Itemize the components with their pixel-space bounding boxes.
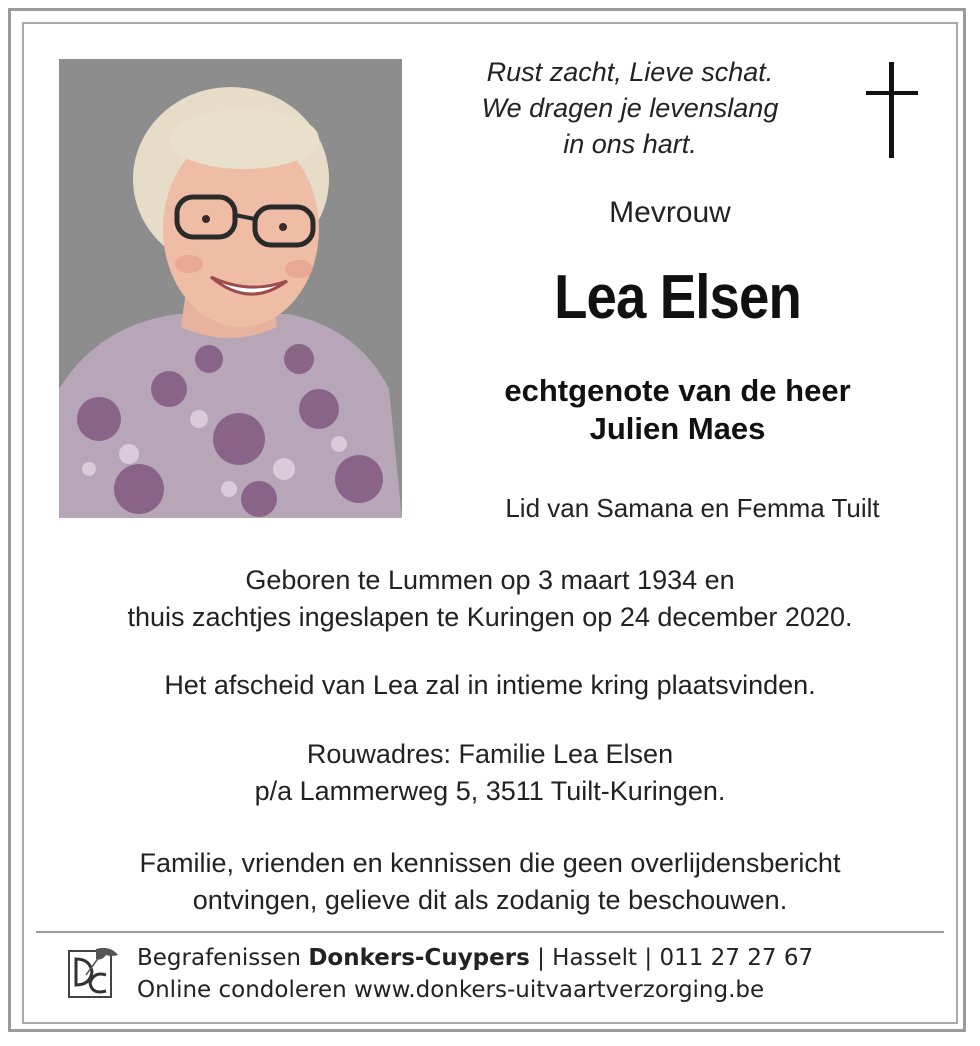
- mourning-address: [40, 736, 940, 810]
- cross-icon: [862, 62, 922, 165]
- portrait-photo: [59, 59, 402, 518]
- notice-line: Familie, vrienden en kennissen die geen overlijdensbericht: [139, 848, 841, 878]
- verse-line: Rust zacht, Lieve schat.: [486, 57, 774, 87]
- funeral-home-line: [137, 942, 937, 974]
- memorial-verse: [430, 54, 830, 162]
- birth-line: Geboren te Lummen op 3 maart 1934 en: [245, 565, 735, 595]
- death-line: thuis zachtjes ingeslapen te Kuringen op 24 december 2020.: [127, 602, 853, 632]
- salutation: Mevrouw: [609, 196, 731, 229]
- address-line: p/a Lammerweg 5, 3511 Tuilt-Kuringen.: [254, 776, 726, 806]
- funeral-prefix: Begrafenissen: [137, 945, 301, 971]
- divider: [36, 931, 944, 933]
- birth-death-info: [40, 562, 940, 636]
- membership: Lid van Samana en Femma Tuilt: [505, 493, 880, 523]
- funeral-city: Hasselt: [552, 945, 638, 971]
- funeral-company: Donkers-Cuypers: [308, 945, 530, 971]
- phone-number: 011 27 27 67: [659, 945, 814, 971]
- farewell-line: Het afscheid van Lea zal in intieme kring plaatsvinden.: [164, 670, 816, 700]
- condolence-line: [137, 974, 937, 1006]
- address-line: Rouwadres: Familie Lea Elsen: [306, 739, 674, 769]
- separator: |: [637, 945, 660, 971]
- deceased-name: Lea Elsen: [554, 263, 801, 332]
- notice-text: [40, 845, 940, 919]
- spouse-info: [420, 372, 935, 448]
- spouse-name: Julien Maes: [589, 411, 766, 446]
- funeral-home-logo-icon: [66, 945, 120, 1008]
- verse-line: We dragen je levenslang: [481, 93, 779, 123]
- farewell-text: [40, 667, 940, 704]
- verse-line: in ons hart.: [563, 129, 697, 159]
- funeral-home-footer: [137, 942, 937, 1006]
- notice-line: ontvingen, gelieve dit als zodanig te beschouwen.: [192, 885, 788, 915]
- website-link[interactable]: www.donkers-uitvaartverzorging.be: [354, 977, 765, 1003]
- separator: |: [529, 945, 553, 971]
- spouse-line: echtgenote van de heer: [504, 373, 851, 408]
- condolence-label: Online condoleren: [137, 977, 347, 1003]
